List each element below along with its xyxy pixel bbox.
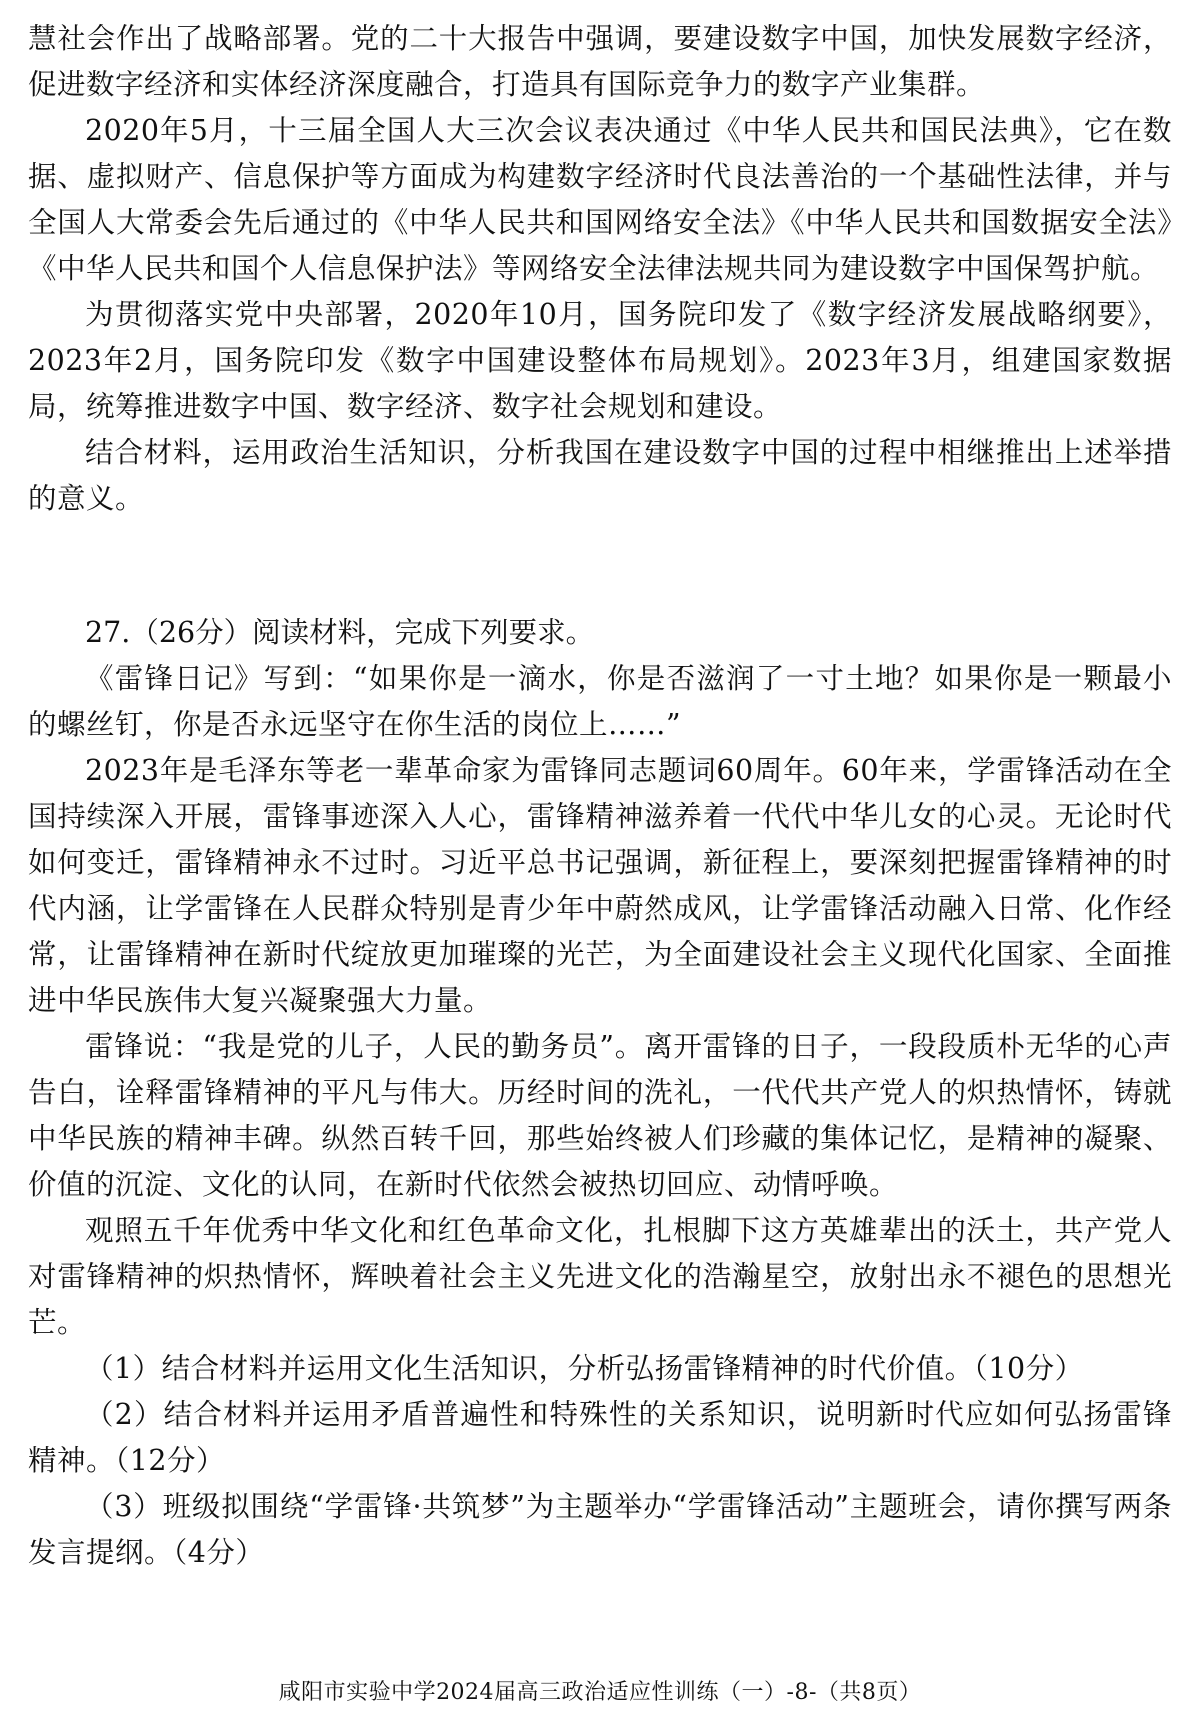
subquestion-2: （2）结合材料并运用矛盾普遍性和特殊性的关系知识，说明新时代应如何弘扬雷锋精神。（12分） [28, 1398, 1172, 1477]
question-27-paragraph-1: 《雷锋日记》写到：“如果你是一滴水，你是否滋润了一寸土地？如果你是一颗最小的螺丝钉，你是否永远坚守在你生活的岗位上……” [28, 662, 1172, 741]
material-paragraph-2: 2020年5月，十三届全国人大三次会议表决通过《中华人民共和国民法典》，它在数据、虚拟财产、信息保护等方面成为构建数字经济时代良法善治的一个基础性法律，并与全国人大常委会先后通过的《中华人民共和国网络安全法》《中华人民共和国数据安全法》《中华人民共和国个人信息保护法》等网络安全法律法规共同为建设数字中国保驾护航。 [28, 114, 1172, 285]
question-27-paragraph-3: 雷锋说：“我是党的儿子，人民的勤务员”。离开雷锋的日子，一段段质朴无华的心声告白，诠释雷锋精神的平凡与伟大。历经时间的洗礼，一代代共产党人的炽热情怀，铸就中华民族的精神丰碑。纵然百转千回，那些始终被人们珍藏的集体记忆，是精神的凝聚、价值的沉淀、文化的认同，在新时代依然会被热切回应、动情呼唤。 [28, 1030, 1172, 1201]
exam-page [28, 16, 1172, 1576]
question-27-paragraph-4: 观照五千年优秀中华文化和红色革命文化，扎根脚下这方英雄辈出的沃土，共产党人对雷锋精神的炽热情怀，辉映着社会主义先进文化的浩瀚星空，放射出永不褪色的思想光芒。 [28, 1214, 1172, 1339]
question-27-paragraph-2: 2023年是毛泽东等老一辈革命家为雷锋同志题词60周年。60年来，学雷锋活动在全国持续深入开展，雷锋事迹深入人心，雷锋精神滋养着一代代中华儿女的心灵。无论时代如何变迁，雷锋精神永不过时。习近平总书记强调，新征程上，要深刻把握雷锋精神的时代内涵，让学雷锋在人民群众特别是青少年中蔚然成风，让学雷锋活动融入日常、化作经常，让雷锋精神在新时代绽放更加璀璨的光芒，为全面建设社会主义现代化国家、全面推进中华民族伟大复兴凝聚强大力量。 [28, 754, 1172, 1017]
page-footer: 咸阳市实验中学2024届高三政治适应性训练（一）-8-（共8页） [278, 1680, 922, 1705]
question-26-prompt: 结合材料，运用政治生活知识，分析我国在建设数字中国的过程中相继推出上述举措的意义。 [28, 436, 1172, 515]
subquestion-1: （1）结合材料并运用文化生活知识，分析弘扬雷锋精神的时代价值。（10分） [85, 1352, 1084, 1385]
material-paragraph-3: 为贯彻落实党中央部署，2020年10月，国务院印发了《数字经济发展战略纲要》，2023年2月，国务院印发《数字中国建设整体布局规划》。2023年3月，组建国家数据局，统筹推进数字中国、数字经济、数字社会规划和建设。 [28, 298, 1172, 423]
material-paragraph-1: 慧社会作出了战略部署。党的二十大报告中强调，要建设数字中国，加快发展数字经济，促进数字经济和实体经济深度融合，打造具有国际竞争力的数字产业集群。 [28, 22, 1172, 101]
subquestion-3: （3）班级拟围绕“学雷锋·共筑梦”为主题举办“学雷锋活动”主题班会，请你撰写两条发言提纲。（4分） [28, 1490, 1172, 1569]
question-27-heading: 27.（26分）阅读材料，完成下列要求。 [85, 616, 595, 649]
answer-space [28, 522, 1172, 610]
